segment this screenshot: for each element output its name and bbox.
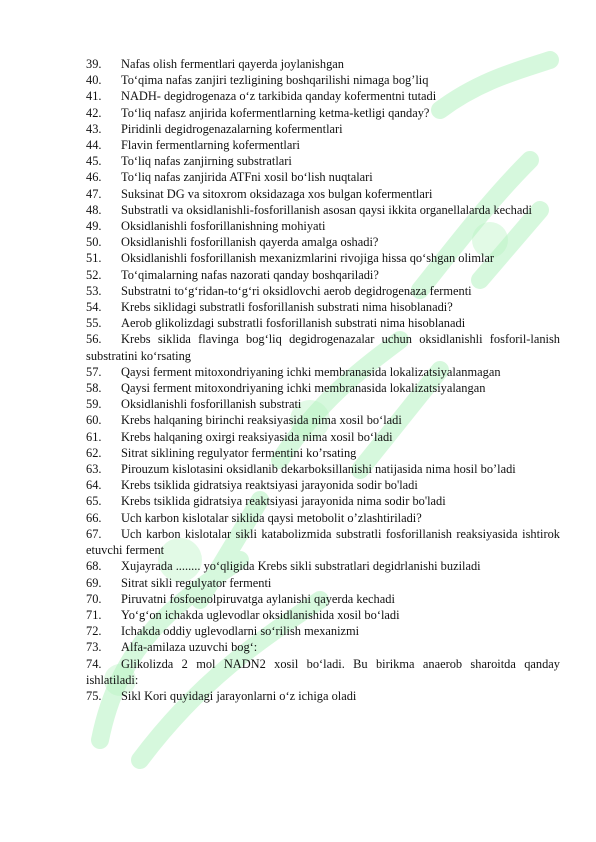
question-number: 58. xyxy=(86,381,102,396)
question-number: 56. xyxy=(86,332,102,347)
question-item xyxy=(86,250,560,266)
question-item xyxy=(86,169,560,185)
question-text: Sitrat siklining regulyator fermentini ko’rsating xyxy=(121,445,357,460)
question-text: To‘qima nafas zanjiri tezligining boshqarilishi nimaga bog’liq xyxy=(121,73,429,88)
question-item xyxy=(86,153,560,169)
question-text: Substratni to‘g‘ridan-to‘g‘ri oksidlovchi aerob degidrogenaza fermenti xyxy=(121,283,472,298)
question-item xyxy=(86,88,560,104)
question-text: Qaysi ferment mitoxondriyaning ichki membranasida lokalizatsiyalanmagan xyxy=(121,364,501,379)
question-item xyxy=(86,412,560,428)
question-text: Oksidlanishli fosforillanishning mohiyati xyxy=(121,219,326,234)
question-item xyxy=(86,121,560,137)
question-number: 66. xyxy=(86,510,102,525)
question-number: 62. xyxy=(86,445,102,460)
question-text: Krebs tsiklida gidratsiya reaktsiyasi jarayonida nima sodir bo'ladi xyxy=(121,494,446,509)
question-item xyxy=(86,623,560,639)
question-text: Xujayrada ........ yo‘qligida Krebs sikli substratlari degidrlanishi buziladi xyxy=(121,559,481,574)
question-item xyxy=(86,234,560,250)
question-number: 49. xyxy=(86,219,102,234)
question-text: NADH- degidrogenaza o‘z tarkibida qanday kofermentni tutadi xyxy=(121,89,437,104)
question-number: 48. xyxy=(86,202,102,217)
question-item xyxy=(86,493,560,509)
question-number: 53. xyxy=(86,283,102,298)
question-text: Uch karbon kislotalar sikli katabolizmida substratli fosforillanish reaksiyasida ishtirok etuvchi ferment xyxy=(86,526,560,558)
question-item xyxy=(86,56,560,72)
question-number: 45. xyxy=(86,154,102,169)
question-text: Piridinli degidrogenazalarning kofermentlari xyxy=(121,121,343,136)
question-number: 59. xyxy=(86,397,102,412)
question-item xyxy=(86,364,560,380)
question-text: Krebs siklida flavinga bog‘liq degidrogenazalar uchun oksidlanishli fosforil-lanish substratini ko‘rsating xyxy=(86,332,560,363)
question-number: 65. xyxy=(86,494,102,509)
question-item xyxy=(86,137,560,153)
question-item xyxy=(86,445,560,461)
question-item xyxy=(86,429,560,445)
question-number: 63. xyxy=(86,462,102,477)
question-text: Uch karbon kislotalar siklida qaysi metobolit o’zlashtiriladi? xyxy=(121,510,422,525)
question-text: Aerob glikolizdagi substratli fosforillanish substrati nima hisoblanadi xyxy=(121,316,466,331)
question-number: 71. xyxy=(86,607,102,622)
question-item xyxy=(86,72,560,88)
question-text: Piruvatni fosfoenolpiruvatga aylanishi qayerda kechadi xyxy=(121,591,395,606)
question-item xyxy=(86,607,560,623)
question-number: 57. xyxy=(86,364,102,379)
question-text: To‘liq nafas zanjirning substratlari xyxy=(121,154,292,169)
question-text: Krebs tsiklida gidratsiya reaktsiyasi jarayonida sodir bo'ladi xyxy=(121,478,418,493)
question-number: 75. xyxy=(86,688,102,703)
question-text: Alfa-amilaza uzuvchi bog‘: xyxy=(121,640,258,655)
question-item xyxy=(86,315,560,331)
question-item xyxy=(86,202,560,218)
question-item xyxy=(86,656,560,688)
question-text: Flavin fermentlarning kofermentlari xyxy=(121,138,300,153)
question-number: 60. xyxy=(86,413,102,428)
question-number: 44. xyxy=(86,138,102,153)
question-item xyxy=(86,105,560,121)
question-text: To‘qimalarning nafas nazorati qanday boshqariladi? xyxy=(121,267,379,282)
question-item xyxy=(86,510,560,526)
question-item xyxy=(86,299,560,315)
question-text: Nafas olish fermentlari qayerda joylanishgan xyxy=(121,57,344,71)
question-item xyxy=(86,267,560,283)
question-number: 54. xyxy=(86,300,102,315)
question-item xyxy=(86,477,560,493)
question-item xyxy=(86,526,560,558)
question-text: Yo‘g‘on ichakda uglevodlar oksidlanishida xosil bo‘ladi xyxy=(121,607,400,622)
question-number: 72. xyxy=(86,624,102,639)
question-text: Sitrat sikli regulyator fermenti xyxy=(121,575,272,590)
question-number: 64. xyxy=(86,478,102,493)
question-text: Sikl Kori quyidagi jarayonlarni o‘z ichiga oladi xyxy=(121,688,357,703)
question-number: 50. xyxy=(86,235,102,250)
question-number: 68. xyxy=(86,559,102,574)
question-text: Substratli va oksidlanishli-fosforillanish asosan qaysi ikkita organellalarda kechadi xyxy=(121,202,532,217)
question-item xyxy=(86,380,560,396)
question-item xyxy=(86,591,560,607)
question-number: 39. xyxy=(86,57,102,71)
question-item xyxy=(86,558,560,574)
question-item xyxy=(86,688,560,704)
question-number: 46. xyxy=(86,170,102,185)
question-item xyxy=(86,396,560,412)
question-item xyxy=(86,218,560,234)
question-number: 40. xyxy=(86,73,102,88)
question-text: Oksidlanishli fosforillanish qayerda amalga oshadi? xyxy=(121,235,379,250)
question-number: 70. xyxy=(86,591,102,606)
question-number: 67. xyxy=(86,526,102,541)
question-item xyxy=(86,331,560,363)
question-number: 51. xyxy=(86,251,102,266)
question-number: 69. xyxy=(86,575,102,590)
question-text: Krebs halqaning oxirgi reaksiyasida nima xosil bo‘ladi xyxy=(121,429,393,444)
question-list xyxy=(86,56,560,704)
question-number: 43. xyxy=(86,121,102,136)
question-number: 73. xyxy=(86,640,102,655)
question-text: Suksinat DG va sitoxrom oksidazaga xos bulgan kofermentlari xyxy=(121,186,433,201)
question-number: 47. xyxy=(86,186,102,201)
question-item xyxy=(86,186,560,202)
question-text: Qaysi ferment mitoxondriyaning ichki membranasida lokalizatsiyalangan xyxy=(121,381,486,396)
question-text: Krebs halqaning birinchi reaksiyasida nima xosil bo‘ladi xyxy=(121,413,402,428)
question-text: Oksidlanishli fosforillanish substrati xyxy=(121,397,302,412)
question-text: Krebs siklidagi substratli fosforillanish substrati nima hisoblanadi? xyxy=(121,300,453,315)
question-item xyxy=(86,639,560,655)
question-number: 52. xyxy=(86,267,102,282)
question-item xyxy=(86,461,560,477)
question-number: 74. xyxy=(86,656,102,671)
question-text: To‘liq nafasz anjirida kofermentlarning ketma-ketligi qanday? xyxy=(121,105,430,120)
question-item xyxy=(86,575,560,591)
question-number: 41. xyxy=(86,89,102,104)
question-text: Ichakda oddiy uglevodlarni so‘rilish mexanizmi xyxy=(121,624,360,639)
question-number: 55. xyxy=(86,316,102,331)
question-text: Pirouzum kislotasini oksidlanib dekarboksillanishi natijasida nima hosil bo’ladi xyxy=(121,462,516,477)
question-number: 61. xyxy=(86,429,102,444)
question-text: Glikolizda 2 mol NADN2 xosil bo‘ladi. Bu birikma anaerob sharoitda qanday ishlatiladi: xyxy=(86,656,560,687)
question-number: 42. xyxy=(86,105,102,120)
question-text: To‘liq nafas zanjirida ATFni xosil bo‘lish nuqtalari xyxy=(121,170,373,185)
question-item xyxy=(86,283,560,299)
question-text: Oksidlanishli fosforillanish mexanizmlarini rivojiga hissa qo‘shgan olimlar xyxy=(121,251,495,266)
